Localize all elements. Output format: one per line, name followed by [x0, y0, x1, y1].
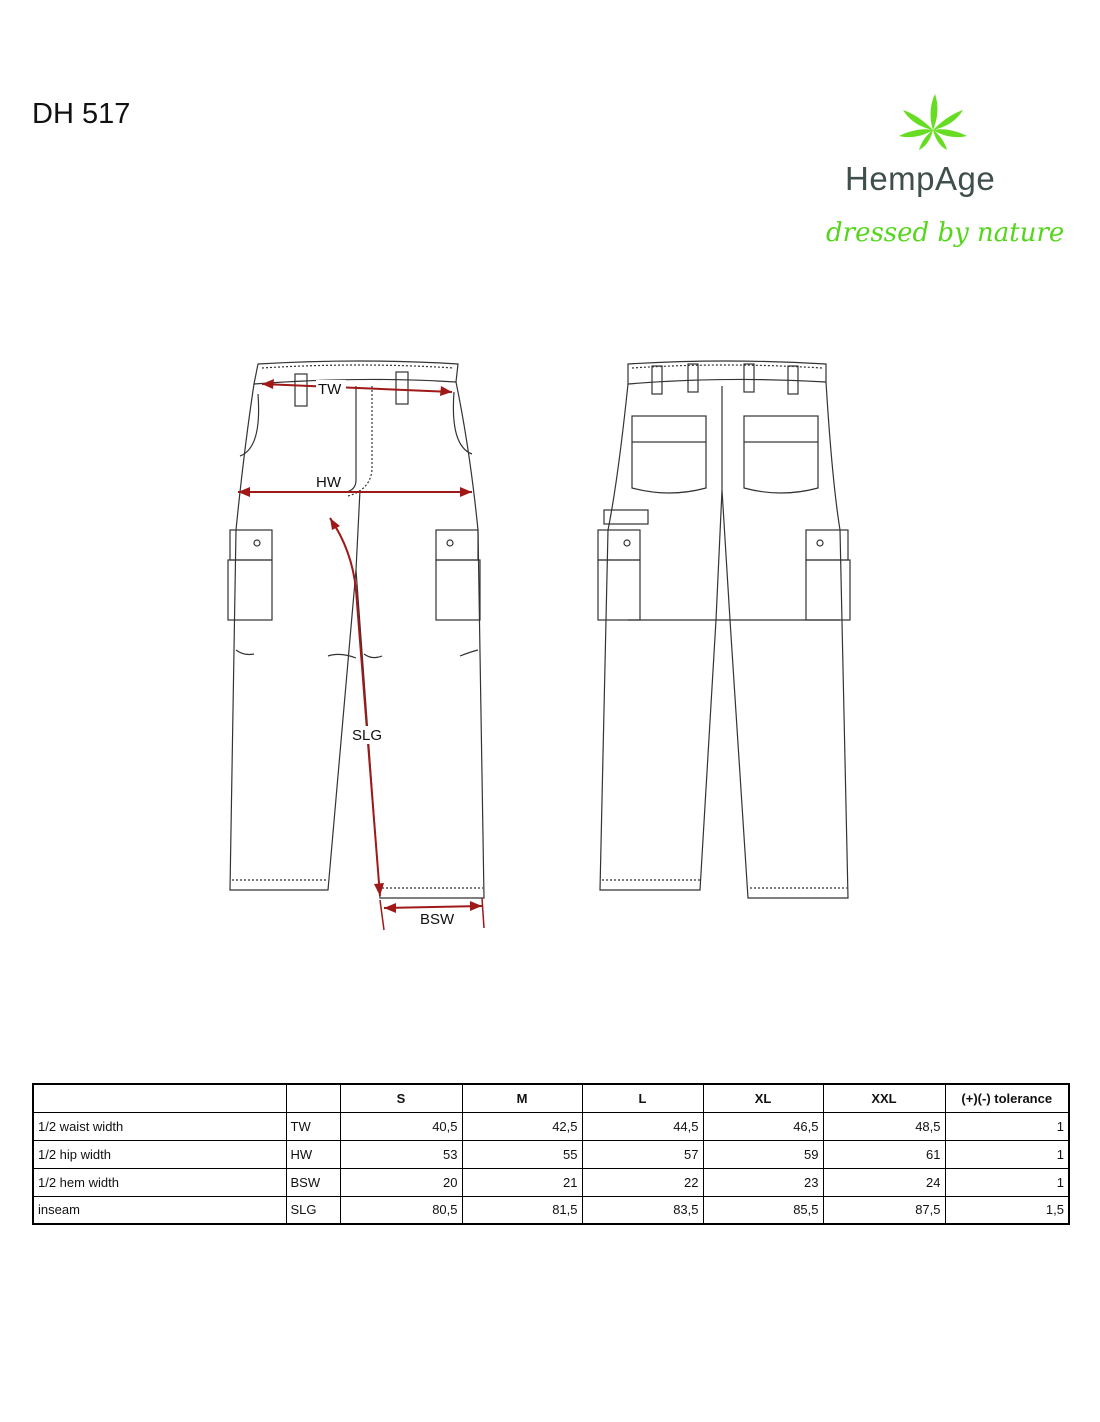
trousers-technical-drawing — [0, 330, 1100, 950]
value-cell: 87,5 — [823, 1196, 945, 1224]
value-cell: 22 — [582, 1168, 703, 1196]
tolerance-cell: 1 — [945, 1140, 1069, 1168]
header-cell — [33, 1084, 286, 1112]
value-cell: 61 — [823, 1140, 945, 1168]
value-cell: 80,5 — [340, 1196, 462, 1224]
value-cell: 21 — [462, 1168, 582, 1196]
value-cell: 46,5 — [703, 1112, 823, 1140]
value-cell: 23 — [703, 1168, 823, 1196]
value-cell: 42,5 — [462, 1112, 582, 1140]
value-cell: 55 — [462, 1140, 582, 1168]
row-label: 1/2 hem width — [33, 1168, 286, 1196]
header-cell: XXL — [823, 1084, 945, 1112]
document-title: DH 517 — [32, 98, 131, 130]
value-cell: 83,5 — [582, 1196, 703, 1224]
row-label: inseam — [33, 1196, 286, 1224]
value-cell: 85,5 — [703, 1196, 823, 1224]
header-cell: M — [462, 1084, 582, 1112]
table-row — [33, 1112, 1069, 1140]
tw-label: TW — [318, 381, 342, 398]
tw-arrow — [262, 384, 452, 392]
size-table — [32, 1083, 1070, 1225]
table-header-row — [33, 1084, 1069, 1112]
slg-label: SLG — [352, 727, 383, 744]
row-code: SLG — [286, 1196, 340, 1224]
back-view — [598, 361, 850, 898]
value-cell: 53 — [340, 1140, 462, 1168]
value-cell: 59 — [703, 1140, 823, 1168]
header-cell — [286, 1084, 340, 1112]
value-cell: 57 — [582, 1140, 703, 1168]
row-code: HW — [286, 1140, 340, 1168]
value-cell: 40,5 — [340, 1112, 462, 1140]
row-label: 1/2 waist width — [33, 1112, 286, 1140]
tolerance-cell: 1 — [945, 1168, 1069, 1196]
row-code: TW — [286, 1112, 340, 1140]
header-cell: XL — [703, 1084, 823, 1112]
value-cell: 24 — [823, 1168, 945, 1196]
tolerance-cell: 1 — [945, 1112, 1069, 1140]
bsw-arrow — [384, 906, 482, 908]
value-cell: 20 — [340, 1168, 462, 1196]
value-cell: 81,5 — [462, 1196, 582, 1224]
header-cell: S — [340, 1084, 462, 1112]
value-cell: 44,5 — [582, 1112, 703, 1140]
table-row — [33, 1140, 1069, 1168]
front-view — [228, 361, 484, 898]
table-row — [33, 1168, 1069, 1196]
row-code: BSW — [286, 1168, 340, 1196]
brand-name: HempAge — [845, 160, 996, 197]
hw-label: HW — [316, 474, 341, 491]
header-cell: L — [582, 1084, 703, 1112]
header-cell: (+)(-) tolerance — [945, 1084, 1069, 1112]
value-cell: 48,5 — [823, 1112, 945, 1140]
tolerance-cell: 1,5 — [945, 1196, 1069, 1224]
table-row — [33, 1196, 1069, 1224]
bsw-label: BSW — [420, 911, 455, 928]
brand-tagline: dressed by nature — [826, 218, 1065, 248]
row-label: 1/2 hip width — [33, 1140, 286, 1168]
